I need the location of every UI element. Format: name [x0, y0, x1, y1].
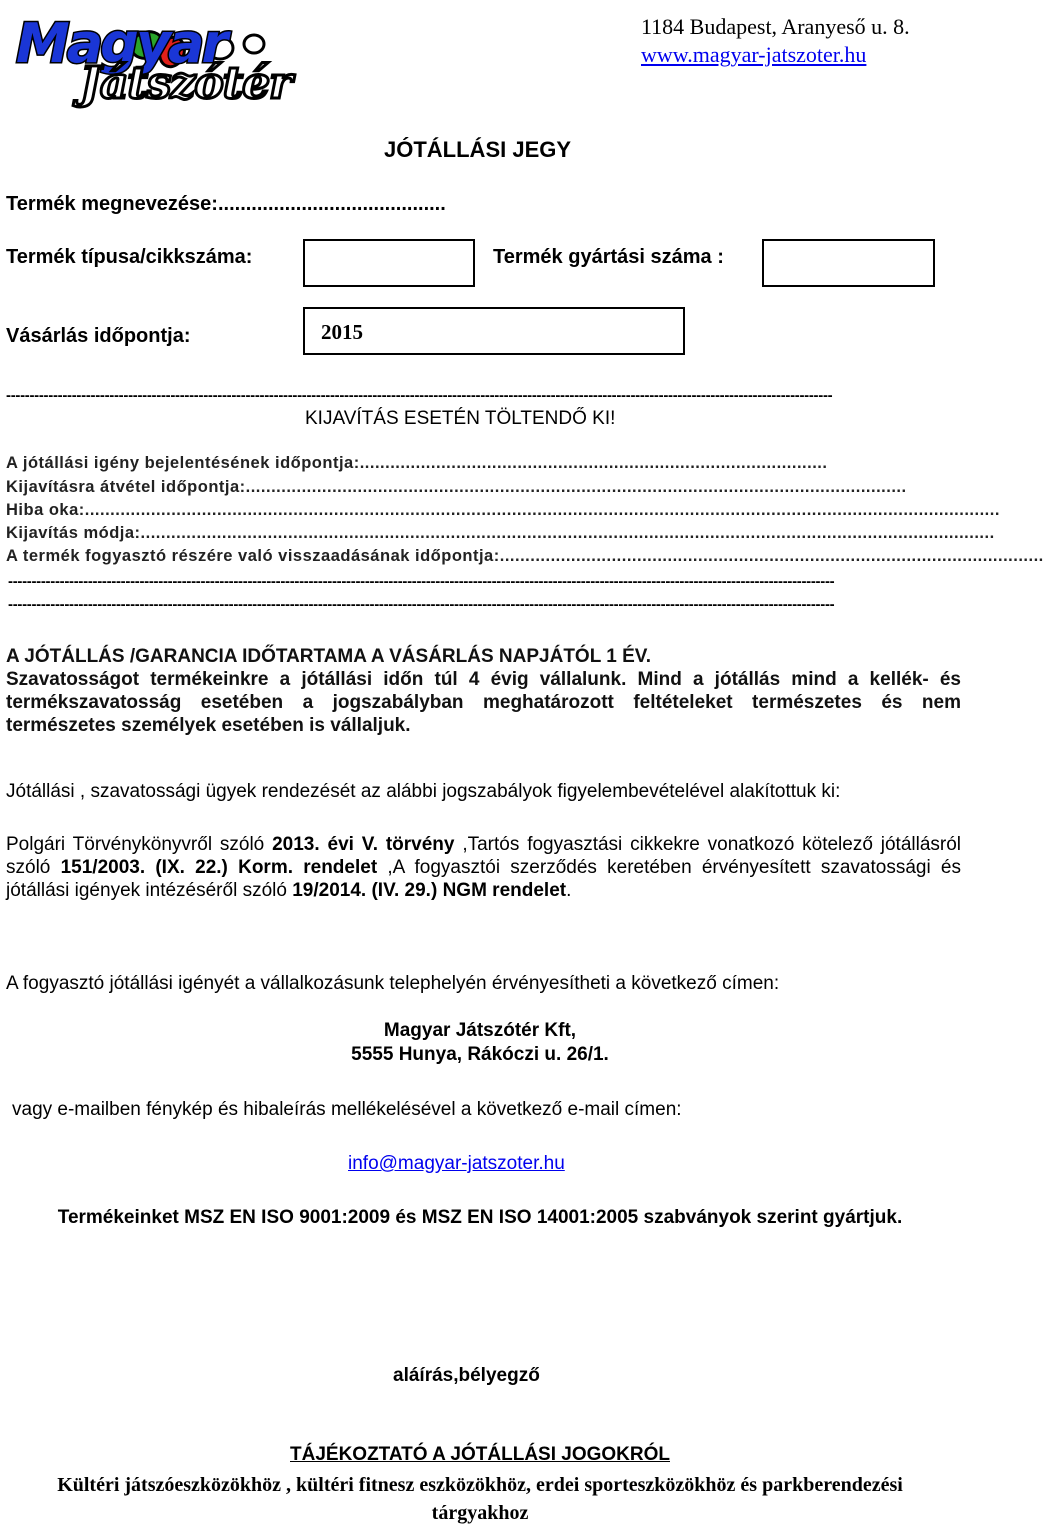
- warranty-conditions: Mind a jótállás mind a kellék- és termékszavatosság esetében a jogszabályban meghatározott feltételeket természetes és nem természetes személyek esetében is vállaljuk.: [6, 669, 961, 736]
- page-title: JÓTÁLLÁSI JEGY: [384, 137, 572, 162]
- legal-ref-2-act: 151/2003. (IX. 22.) Korm. rendelet: [60, 857, 378, 878]
- repair-field-receipt-date[interactable]: Kijavításra átvétel időpontja:..................................................................................................................................: [6, 478, 907, 496]
- warranty-duration: A JÓTÁLLÁS /GARANCIA IDŐTARTAMA A VÁSÁRLÁS NAPJÁTÓL 1 ÉV.: [6, 646, 651, 667]
- separator-line: --------------------------------------------------------------------------------------------------------------------------------------------------------------------------------: [6, 387, 833, 404]
- repair-field-return-date[interactable]: A termék fogyasztó részére való visszaadásának időpontja:...........................................................................................................: [6, 547, 1044, 565]
- legal-intro: Jótállási , szavatossági ügyek rendezését az alábbi jogszabályok figyelembevételével alakítottuk ki:: [6, 781, 841, 802]
- repair-section-heading: KIJAVÍTÁS ESETÉN TÖLTENDŐ KI!: [305, 408, 616, 429]
- product-type-field[interactable]: [303, 239, 475, 287]
- purchase-date-label: Vásárlás időpontja:: [6, 325, 191, 347]
- legal-ref-3-act: 19/2014. (IV. 29.) NGM rendelet: [292, 880, 567, 901]
- logo-text-line2: Játszótér: [80, 58, 292, 109]
- separator-line: --------------------------------------------------------------------------------------------------------------------------------------------------------------------------------: [8, 596, 835, 613]
- legal-ref-1: Polgári Törvénykönyvről szóló: [6, 834, 273, 855]
- footer-subheading: Kültéri játszóeszközökhöz , kültéri fitnesz eszközökhöz, erdei sporteszközökhöz és parkberendezési tárgyakhoz: [57, 1474, 903, 1524]
- footer-heading: TÁJÉKOZTATÓ A JÓTÁLLÁSI JOGOKRÓL: [290, 1444, 670, 1465]
- company-address: 5555 Hunya, Rákóczi u. 26/1.: [351, 1044, 609, 1065]
- company-logo: [14, 0, 324, 110]
- company-name: Magyar Játszótér Kft,: [383, 1020, 577, 1041]
- warranty-guarantee: Szavatosságot termékeinkre a jótállási időn túl 4 évig vállalunk.: [6, 669, 627, 690]
- legal-ref-3: ,A fogyasztói szerződés keretében érvényesített szavatossági és jótállási igények intézéséről szóló: [6, 857, 962, 901]
- repair-field-claim-date[interactable]: A jótállási igény bejelentésének időpontja:............................................................................................: [6, 454, 828, 472]
- purchase-date-field[interactable]: [303, 307, 685, 355]
- repair-field-repair-method[interactable]: Kijavítás módja:........................................................................................................................................................................: [6, 524, 995, 542]
- legal-ref-2: ,Tartós fogyasztási cikkekre vonatkozó kötelező jótállásról szóló: [6, 834, 962, 878]
- product-name-label: Termék megnevezése:: [6, 193, 218, 215]
- product-serial-field[interactable]: [762, 239, 935, 287]
- purchase-year-value: 2015: [321, 320, 363, 344]
- product-serial-label: Termék gyártási száma :: [493, 246, 724, 268]
- product-name-row: [6, 193, 446, 216]
- email-intro: vagy e-mailben fénykép és hibaleírás mellékelésével a következő e-mail címen:: [12, 1099, 682, 1120]
- legal-ref-1-act: 2013. évi V. törvény: [272, 834, 455, 855]
- logo-text-line1: Magyar: [16, 12, 226, 75]
- legal-ref-end: .: [566, 880, 572, 901]
- separator-line: --------------------------------------------------------------------------------------------------------------------------------------------------------------------------------: [8, 573, 835, 590]
- header-address: 1184 Budapest, Aranyeső u. 8.: [641, 14, 910, 39]
- standards-statement: Termékeinket MSZ EN ISO 9001:2009 és MSZ EN ISO 14001:2005 szabványok szerint gyártjuk.: [57, 1207, 903, 1228]
- header-website-link[interactable]: www.magyar-jatszoter.hu: [641, 42, 867, 67]
- signature-label: aláírás,bélyegző: [393, 1365, 540, 1386]
- repair-field-fault-cause[interactable]: Hiba oka:....................................................................................................................................................................................: [6, 501, 1000, 519]
- product-name-field[interactable]: .........................................: [217, 193, 446, 215]
- warranty-statement: [6, 645, 961, 737]
- legal-references: [6, 833, 961, 902]
- email-link[interactable]: info@magyar-jatszoter.hu: [348, 1153, 565, 1174]
- logo-graphic: [14, 0, 324, 110]
- contact-intro: A fogyasztó jótállási igényét a vállalkozásunk telephelyén érvényesítheti a következő címen:: [6, 973, 780, 994]
- product-type-label: Termék típusa/cikkszáma:: [6, 246, 253, 268]
